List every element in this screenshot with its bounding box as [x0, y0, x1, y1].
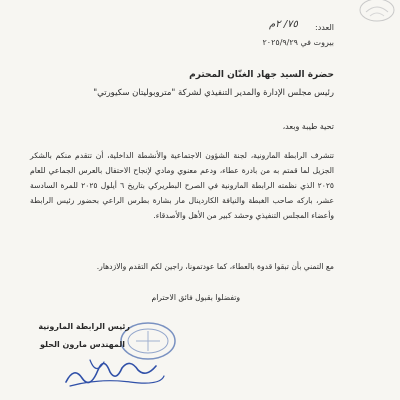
handwritten-signature-icon — [60, 348, 170, 390]
addressee-role: رئيس مجلس الإدارة والمدير التنفيذي لشركة "متروبوليتان سكيورتي" — [93, 88, 334, 98]
signatory-name: المهندس مارون الحلو — [39, 340, 125, 349]
reference-number-value: ٧٥/ ٢م — [269, 19, 298, 30]
closing-phrase: وتفضلوا بقبول فائق الاحترام — [151, 293, 240, 302]
association-logo-icon — [356, 0, 398, 28]
letter-body: تتشرف الرابطة المارونية، لجنة الشؤون الاجتماعية والأنشطة الداخلية، أن تتقدم منكم بالشكر الجزيل لما قمتم به من بادرة عطاء، ودعم معنوي ومادي لإنجاح الاحتفال بالعرس الجماعي للعام ٢٠٢٥ الذي نظمته الرابطة المارونية في الصرح البطريركي بتاريخ ٦ أيلول ٢٠٢٥ للمرة السادسة عشر، باركه صاحب الغبطة والنيافة الكاردينال مار بشارة بطرس الراعي بحضور رئيس الرابطة وأعضاء المجلس التنفيذي وحشد كبير من الأهل والأصدقاء. — [30, 151, 334, 220]
letter-date: بيروت في ٢٠٢٥/٩/٢٩ — [262, 38, 334, 47]
greeting: تحية طيبة وبعد، — [282, 122, 334, 131]
signatory-title: رئيس الرابطة المارونية — [38, 322, 130, 331]
closing-wish: مع التمني بأن تبقوا قدوة بالعطاء، كما عودتمونا، راجين لكم التقدم والازدهار. — [96, 262, 334, 271]
addressee-name: حضرة السيد جهاد الغنّان المحترم — [189, 70, 334, 80]
reference-number-label: العدد: — [315, 23, 334, 32]
